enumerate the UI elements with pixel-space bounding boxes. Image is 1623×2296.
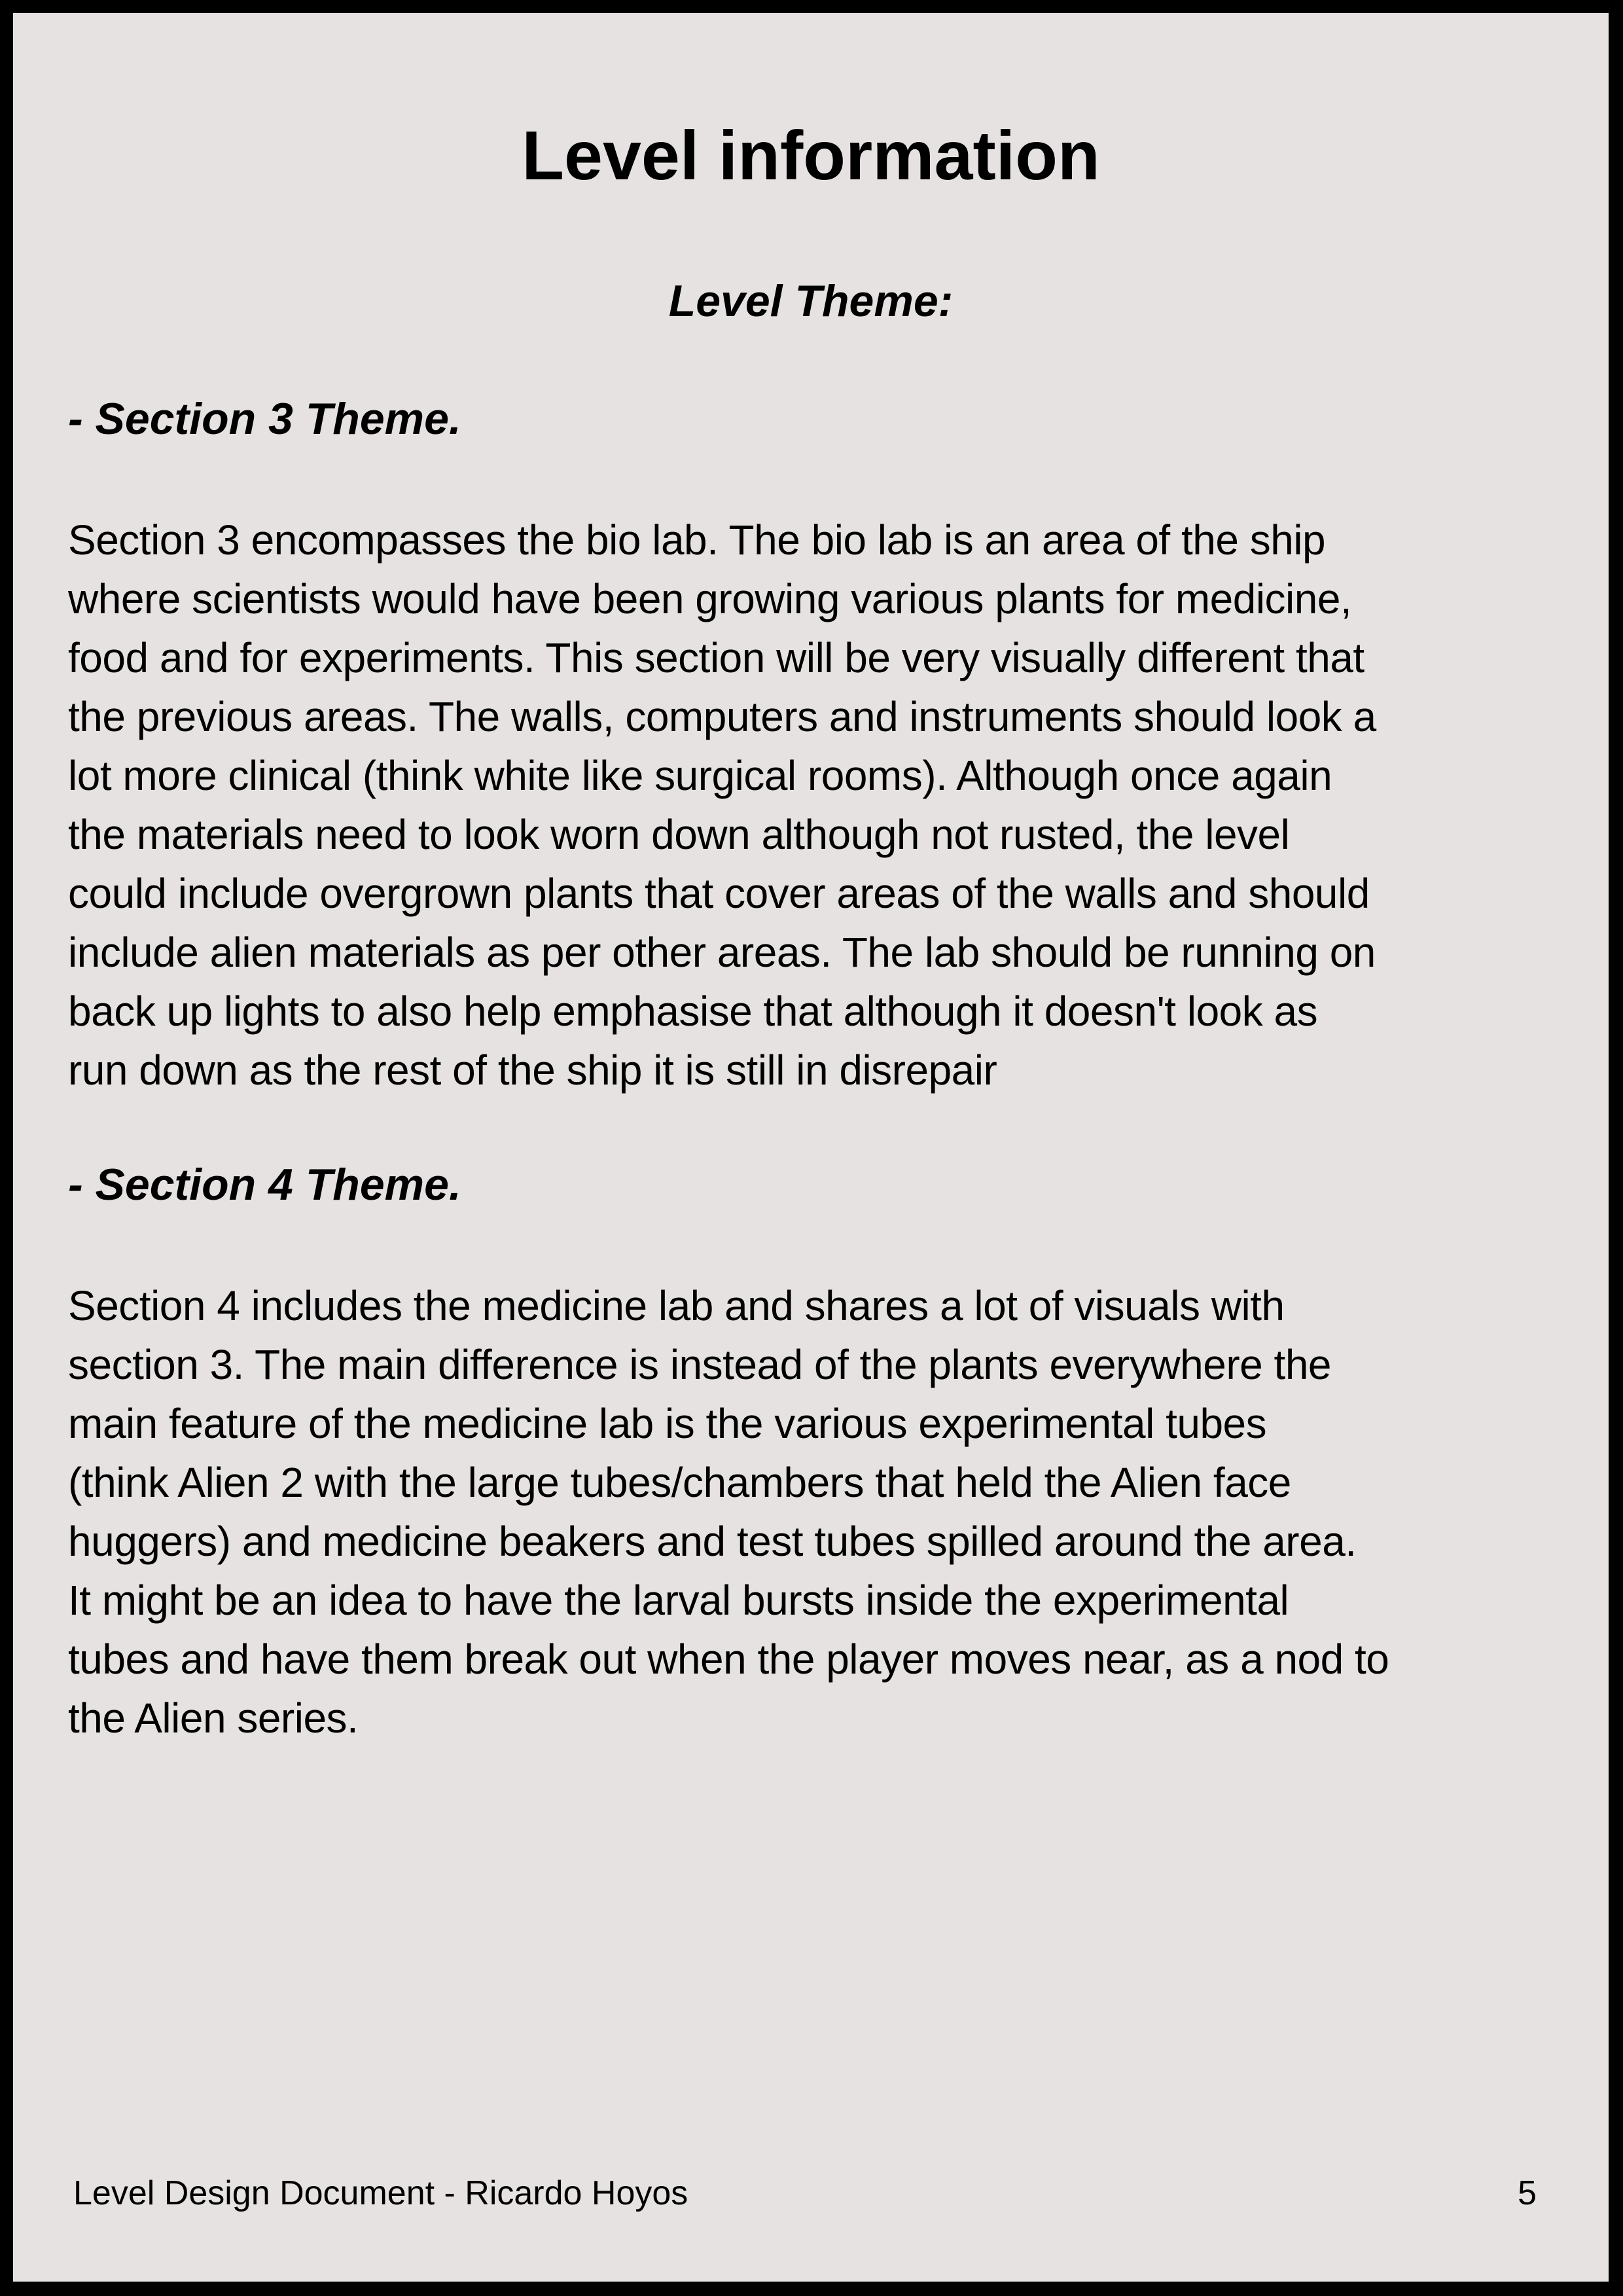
paragraph-line: food and for experiments. This section will be very visually different that xyxy=(68,634,1364,681)
paragraph-line: Section 3 encompasses the bio lab. The bio lab is an area of the ship xyxy=(68,516,1326,564)
paragraph-line: tubes and have them break out when the player moves near, as a nod to xyxy=(68,1636,1389,1683)
paragraph-line: It might be an idea to have the larval bursts inside the experimental xyxy=(68,1577,1289,1624)
paragraph-line: lot more clinical (think white like surgical rooms). Although once again xyxy=(68,752,1332,799)
level-theme-heading: Level Theme: xyxy=(668,276,954,326)
paragraph-line: the Alien series. xyxy=(68,1695,359,1742)
page-number: 5 xyxy=(1518,2174,1537,2212)
paragraph-line: the materials need to look worn down although not rusted, the level xyxy=(68,811,1290,858)
footer-document-title: Level Design Document - Ricardo Hoyos xyxy=(73,2174,688,2212)
section-4-heading: - Section 4 Theme. xyxy=(68,1160,461,1210)
document-page xyxy=(13,13,1609,2282)
paragraph-line: include alien materials as per other areas. The lab should be running on xyxy=(68,929,1376,976)
paragraph-line: section 3. The main difference is instead of the plants everywhere the xyxy=(68,1341,1331,1388)
paragraph-line: main feature of the medicine lab is the various experimental tubes xyxy=(68,1400,1267,1447)
section-3-paragraph xyxy=(68,511,1560,1100)
paragraph-line: could include overgrown plants that cover areas of the walls and should xyxy=(68,870,1370,917)
paragraph-line: the previous areas. The walls, computers and instruments should look a xyxy=(68,693,1376,740)
paragraph-line: huggers) and medicine beakers and test tubes spilled around the area. xyxy=(68,1518,1357,1565)
section-4-paragraph xyxy=(68,1276,1560,1748)
paragraph-line: (think Alien 2 with the large tubes/chambers that held the Alien face xyxy=(68,1459,1291,1506)
paragraph-line: Section 4 includes the medicine lab and shares a lot of visuals with xyxy=(68,1282,1285,1329)
paragraph-line: where scientists would have been growing various plants for medicine, xyxy=(68,575,1352,622)
paragraph-line: run down as the rest of the ship it is still in disrepair xyxy=(68,1047,997,1094)
paragraph-line: back up lights to also help emphasise that although it doesn't look as xyxy=(68,988,1318,1035)
page-title: Level information xyxy=(522,117,1100,194)
section-3-heading: - Section 3 Theme. xyxy=(68,394,461,444)
